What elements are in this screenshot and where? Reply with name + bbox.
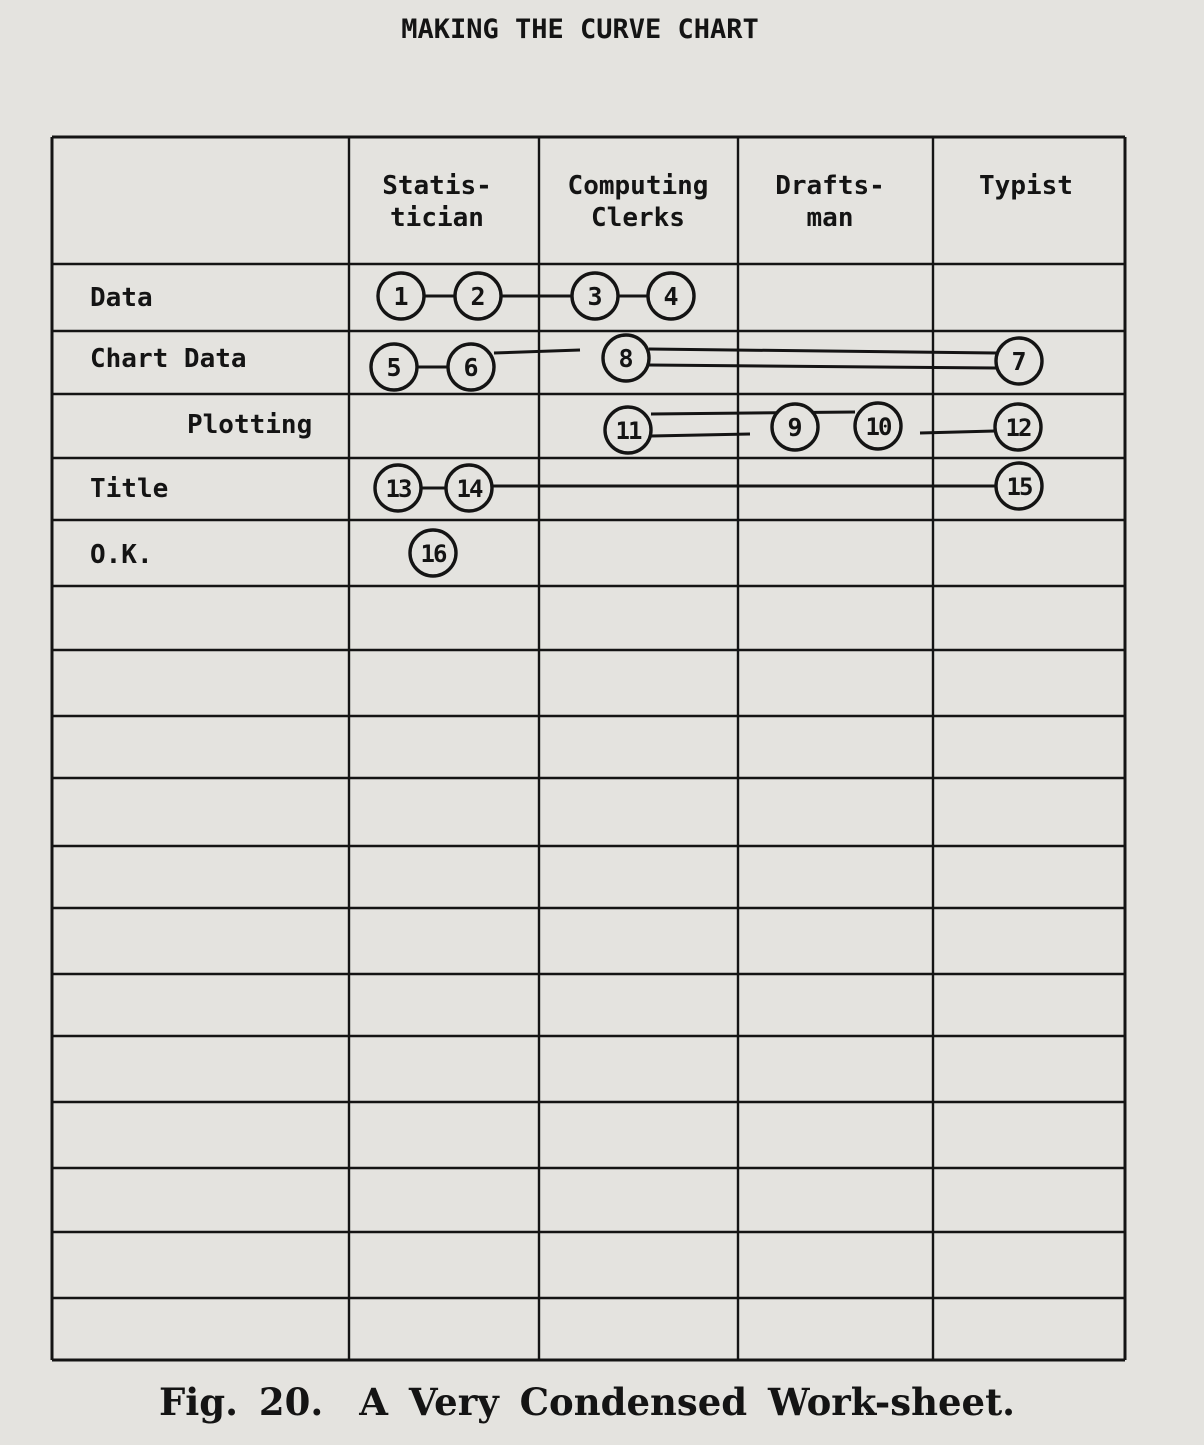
step-number: 14 [456, 475, 482, 503]
connector-line [649, 365, 996, 368]
step-connectors [417, 296, 996, 488]
step-node-11 [605, 407, 651, 453]
step-node-3 [572, 273, 618, 319]
row-label-plotting: Plotting [187, 410, 313, 440]
column-header-typist: Typist [979, 171, 1073, 201]
step-node-6 [448, 344, 494, 390]
column-header-draftsman: man [806, 203, 854, 233]
column-headers [382, 171, 1073, 233]
connector-line [651, 412, 855, 414]
column-header-statistician: tician [390, 203, 484, 233]
step-node-2 [455, 273, 501, 319]
step-number: 9 [787, 413, 803, 442]
row-labels [90, 283, 312, 570]
step-number: 8 [618, 344, 634, 373]
step-number: 12 [1005, 414, 1031, 442]
step-number: 1 [393, 282, 409, 311]
step-node-13 [375, 465, 421, 511]
connector-line [651, 434, 750, 436]
connector-line [920, 431, 995, 433]
step-number: 11 [615, 417, 641, 445]
step-number: 2 [470, 282, 486, 311]
step-node-5 [371, 344, 417, 390]
column-header-statistician: Statis- [382, 171, 492, 201]
step-node-1 [378, 273, 424, 319]
step-nodes [371, 273, 1042, 576]
step-node-14 [446, 465, 492, 511]
column-header-computing-clerks: Computing [567, 171, 709, 201]
step-node-15 [996, 463, 1042, 509]
step-node-12 [995, 404, 1041, 450]
table-grid [52, 137, 1125, 1360]
row-label-data: Data [90, 283, 153, 313]
step-node-9 [772, 404, 818, 450]
column-header-draftsman: Drafts- [775, 171, 885, 201]
column-header-computing-clerks: Clerks [591, 203, 685, 233]
step-number: 15 [1006, 473, 1032, 501]
step-number: 13 [385, 475, 411, 503]
row-label-ok: O.K. [90, 540, 153, 570]
step-node-4 [648, 273, 694, 319]
step-number: 6 [463, 353, 479, 382]
step-number: 4 [663, 282, 679, 311]
page-heading: MAKING THE CURVE CHART [401, 14, 759, 45]
figure-caption [0, 1380, 1174, 1424]
step-number: 10 [865, 413, 891, 441]
figure-number: Fig. 20. [158, 1380, 324, 1424]
figure-title: A Very Condensed Work-sheet. [359, 1380, 1016, 1424]
step-number: 3 [587, 282, 603, 311]
step-node-16 [410, 530, 456, 576]
step-number: 7 [1011, 347, 1027, 376]
step-node-10 [855, 403, 901, 449]
row-label-chart-data: Chart Data [90, 344, 247, 374]
step-node-7 [996, 338, 1042, 384]
step-number: 5 [386, 353, 402, 382]
step-node-8 [603, 335, 649, 381]
row-label-title: Title [90, 474, 169, 504]
connector-line [494, 350, 580, 353]
step-number: 16 [420, 540, 446, 568]
connector-line [649, 349, 996, 353]
